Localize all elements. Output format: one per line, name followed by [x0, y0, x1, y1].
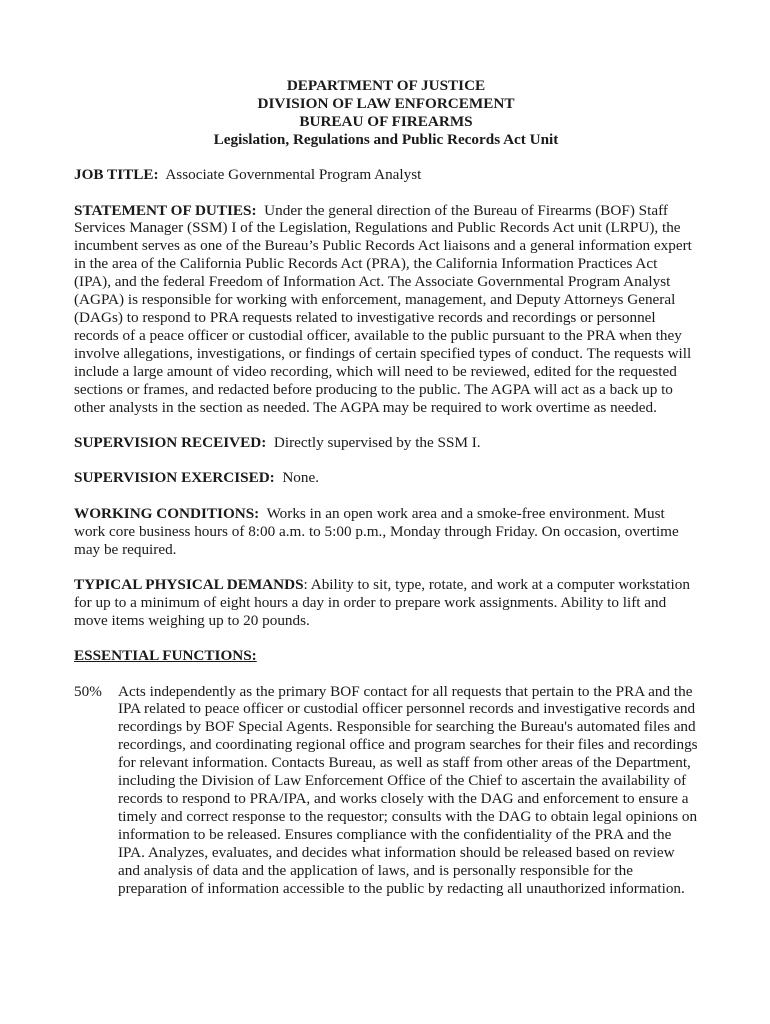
statement-of-duties-label: STATEMENT OF DUTIES: [74, 201, 257, 219]
working-conditions-label: WORKING CONDITIONS: [74, 504, 260, 522]
supervision-received-text: Directly supervised by the SSM I. [273, 433, 481, 451]
essential-functions-heading: ESSENTIAL FUNCTIONS: [74, 647, 257, 665]
header-bureau: BUREAU OF FIREARMS [299, 112, 473, 130]
header-department: DEPARTMENT OF JUSTICE [286, 77, 486, 94]
header-unit: Legislation, Regulations and Public Records Act Unit [213, 130, 559, 148]
essential-function-item [74, 683, 698, 898]
function-percent: 50% [74, 682, 102, 700]
essential-functions-section [74, 647, 698, 665]
job-title-value: Associate Governmental Program Analyst [165, 166, 422, 184]
supervision-exercised-label: SUPERVISION EXERCISED: [74, 469, 275, 487]
statement-of-duties-section [74, 202, 698, 417]
job-title-section [74, 166, 698, 184]
physical-demands-text: : Ability to sit, type, rotate, and work at a computer workstation for up to a minimum of eight hours a day in order to prepare work assignments. Ability to lift and move items weighing up to 20 pounds. [74, 575, 690, 629]
function-text: Acts independently as the primary BOF contact for all requests that pertain to the PRA and the IPA related to peace officer or custodial officer personnel records and investigative records and recordings by BOF Special Agents. Responsible for searching the Bureau's automated files and recordings, and coordinating regional office and program searches for their files and recordings for relevant information. Contacts Bureau, as well as staff from other areas of the Department, including the Division of Law Enforcement Office of the Chief to ascertain the availability of records to respond to PRA/IPA, and works closely with the DAG and enforcement to ensure a timely and correct response to the requestor; consults with the DAG to obtain legal opinions on information to be released. Ensures compliance with the confidentiality of the PRA and the IPA. Analyzes, evaluates, and decides what information should be released based on review and analysis of data and the application of laws, and is personally responsible for the preparation of information accessible to the public by redacting all unauthorized information. [118, 682, 698, 897]
working-conditions-section [74, 505, 698, 559]
header-division: DIVISION OF LAW ENFORCEMENT [257, 94, 515, 112]
supervision-exercised-text: None. [282, 469, 320, 487]
supervision-received-label: SUPERVISION RECEIVED: [74, 433, 267, 451]
physical-demands-section [74, 576, 698, 630]
job-title-label: JOB TITLE: [74, 166, 159, 184]
physical-demands-label: TYPICAL PHYSICAL DEMANDS [74, 575, 304, 593]
statement-of-duties-text: Under the general direction of the Bureau of Firearms (BOF) Staff Services Manager (SSM) I of the Legislation, Regulations and Public Records Act unit (LRPU), the incumbent serves as one of the Bureau’s Public Records Act liaisons and a general information expert in the area of the California Public Records Act (PRA), the California Information Practices Act (IPA), and the federal Freedom of Information Act. The Associate Governmental Program Analyst (AGPA) is responsible for working with enforcement, management, and Deputy Attorneys General (DAGs) to respond to PRA requests related to investigative records and recordings or personnel records of a peace officer or custodial officer, available to the public pursuant to the PRA when they involve allegations, investigations, or findings of certain specified types of conduct. The requests will include a large amount of video recording, which will need to be reviewed, edited for the requested sections or frames, and redacted before producing to the public. The AGPA will act as a back up to other analysts in the section as needed. The AGPA may be required to work overtime as needed. [74, 201, 692, 416]
document-header [74, 77, 698, 149]
supervision-exercised-section [74, 469, 698, 487]
working-conditions-text: Works in an open work area and a smoke-free environment. Must work core business hours of 8:00 a.m. to 5:00 p.m., Monday through Friday. On occasion, overtime may be required. [74, 504, 679, 558]
supervision-received-section [74, 434, 698, 452]
document-body [74, 77, 698, 897]
